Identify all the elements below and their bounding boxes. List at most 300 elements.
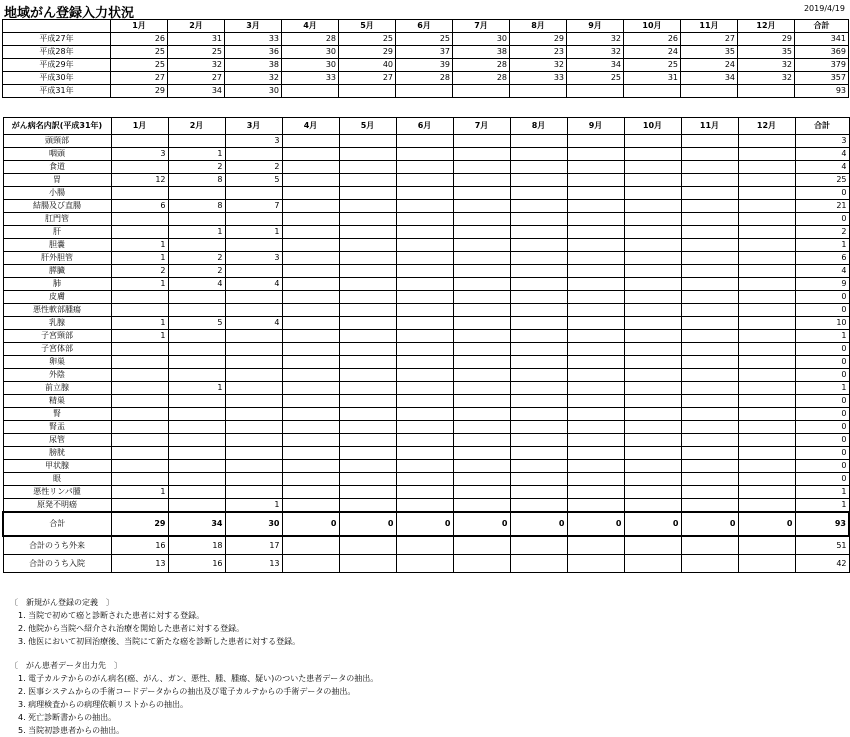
value-cell: 32 [510, 59, 567, 72]
value-cell: 4 [168, 278, 225, 291]
value-cell [624, 447, 681, 460]
row-label: 頭頸部 [3, 135, 111, 148]
value-cell [453, 265, 510, 278]
value-cell [453, 213, 510, 226]
value-cell [738, 356, 795, 369]
value-cell [738, 148, 795, 161]
site-row [3, 304, 849, 317]
value-cell: 1 [111, 330, 168, 343]
row-label: 合計のうち入院 [3, 555, 111, 573]
source-item: 1. 電子カルテからのがん病名(癌、がん、ガン、悪性、腫、腫瘍、疑い)のついた患者データの抽出。 [18, 674, 379, 683]
month-header: 5月 [339, 20, 396, 33]
header-label-cell: がん病名内訳(平成31年) [3, 118, 111, 135]
value-cell [681, 369, 738, 382]
value-cell [225, 330, 282, 343]
definition-item: 3. 他医において初回治療後、当院にて新たな癌を診断した患者に対する登録。 [18, 637, 301, 646]
row-total: 0 [795, 434, 849, 447]
value-cell: 30 [453, 33, 510, 46]
value-cell: 0 [681, 512, 738, 536]
value-cell: 25 [624, 59, 681, 72]
value-cell [624, 187, 681, 200]
value-cell [738, 252, 795, 265]
value-cell: 25 [111, 46, 168, 59]
value-cell [168, 408, 225, 421]
value-cell [738, 330, 795, 343]
value-cell [510, 200, 567, 213]
value-cell [396, 291, 453, 304]
value-cell [738, 447, 795, 460]
value-cell [453, 434, 510, 447]
value-cell [567, 187, 624, 200]
value-cell [510, 395, 567, 408]
value-cell [396, 499, 453, 513]
value-cell [624, 317, 681, 330]
value-cell [453, 304, 510, 317]
value-cell [453, 395, 510, 408]
year-row [3, 59, 849, 72]
value-cell [453, 187, 510, 200]
value-cell [339, 555, 396, 573]
site-row [3, 473, 849, 486]
value-cell [396, 226, 453, 239]
value-cell [567, 317, 624, 330]
value-cell [738, 187, 795, 200]
value-cell [111, 226, 168, 239]
value-cell [624, 200, 681, 213]
row-total: 0 [795, 213, 849, 226]
site-row [3, 135, 849, 148]
value-cell [111, 499, 168, 513]
site-row [3, 265, 849, 278]
value-cell [339, 408, 396, 421]
value-cell [738, 408, 795, 421]
header-label-cell [3, 20, 111, 33]
value-cell [738, 343, 795, 356]
value-cell [567, 135, 624, 148]
value-cell [396, 304, 453, 317]
value-cell [510, 343, 567, 356]
value-cell: 33 [510, 72, 567, 85]
value-cell [510, 447, 567, 460]
value-cell [624, 473, 681, 486]
row-label: 平成29年 [3, 59, 111, 72]
site-row [3, 395, 849, 408]
value-cell: 28 [396, 72, 453, 85]
value-cell [225, 395, 282, 408]
value-cell [624, 135, 681, 148]
value-cell [282, 356, 339, 369]
value-cell [396, 434, 453, 447]
site-row [3, 434, 849, 447]
value-cell: 13 [225, 555, 282, 573]
value-cell [282, 460, 339, 473]
value-cell: 1 [111, 239, 168, 252]
value-cell: 1 [111, 317, 168, 330]
value-cell: 30 [225, 85, 282, 98]
value-cell: 1 [111, 252, 168, 265]
value-cell [510, 161, 567, 174]
value-cell [624, 536, 681, 555]
value-cell: 23 [510, 46, 567, 59]
value-cell: 35 [738, 46, 795, 59]
value-cell [567, 382, 624, 395]
value-cell [225, 148, 282, 161]
value-cell [738, 278, 795, 291]
value-cell [396, 174, 453, 187]
value-cell [510, 317, 567, 330]
row-label: 精巣 [3, 395, 111, 408]
site-row [3, 356, 849, 369]
value-cell [567, 291, 624, 304]
value-cell [510, 148, 567, 161]
row-total: 21 [795, 200, 849, 213]
value-cell [510, 408, 567, 421]
value-cell [282, 382, 339, 395]
site-row [3, 187, 849, 200]
value-cell [738, 395, 795, 408]
value-cell [111, 369, 168, 382]
row-total: 0 [795, 356, 849, 369]
value-cell [567, 213, 624, 226]
value-cell [624, 161, 681, 174]
value-cell [453, 536, 510, 555]
value-cell [339, 161, 396, 174]
value-cell: 34 [168, 512, 225, 536]
row-total: 0 [795, 460, 849, 473]
value-cell [567, 395, 624, 408]
value-cell [168, 460, 225, 473]
value-cell [396, 200, 453, 213]
value-cell [225, 421, 282, 434]
value-cell [738, 473, 795, 486]
value-cell: 16 [168, 555, 225, 573]
value-cell [168, 187, 225, 200]
value-cell [624, 174, 681, 187]
value-cell [738, 304, 795, 317]
site-row [3, 252, 849, 265]
value-cell [396, 343, 453, 356]
value-cell [339, 304, 396, 317]
total-header: 合計 [795, 20, 849, 33]
value-cell [453, 135, 510, 148]
value-cell: 25 [396, 33, 453, 46]
value-cell [453, 382, 510, 395]
value-cell [624, 356, 681, 369]
value-cell [681, 460, 738, 473]
row-total: 1 [795, 486, 849, 499]
value-cell [282, 304, 339, 317]
value-cell [282, 395, 339, 408]
value-cell [510, 369, 567, 382]
value-cell [168, 239, 225, 252]
definition-item: 1. 当院で初めて癌と診断された患者に対する登録。 [18, 611, 205, 620]
value-cell [567, 278, 624, 291]
row-total: 1 [795, 499, 849, 513]
month-header: 9月 [567, 118, 624, 135]
row-label: 平成28年 [3, 46, 111, 59]
value-cell [396, 369, 453, 382]
value-cell [681, 447, 738, 460]
value-cell [510, 135, 567, 148]
source-notes [10, 659, 378, 737]
value-cell [681, 291, 738, 304]
site-row [3, 343, 849, 356]
value-cell [339, 85, 396, 98]
value-cell [282, 161, 339, 174]
site-row [3, 213, 849, 226]
value-cell: 1 [111, 486, 168, 499]
row-label: 原発不明癌 [3, 499, 111, 513]
year-row [3, 46, 849, 59]
value-cell [567, 555, 624, 573]
value-cell: 36 [225, 46, 282, 59]
value-cell: 0 [453, 512, 510, 536]
row-label: 甲状腺 [3, 460, 111, 473]
value-cell [681, 226, 738, 239]
value-cell [738, 434, 795, 447]
site-row [3, 421, 849, 434]
month-header: 6月 [396, 118, 453, 135]
value-cell [225, 291, 282, 304]
value-cell [453, 421, 510, 434]
year-row [3, 33, 849, 46]
value-cell [282, 421, 339, 434]
value-cell [624, 85, 681, 98]
value-cell [225, 239, 282, 252]
value-cell [339, 460, 396, 473]
value-cell: 1 [168, 226, 225, 239]
value-cell [624, 278, 681, 291]
value-cell [339, 499, 396, 513]
value-cell [738, 317, 795, 330]
value-cell [510, 291, 567, 304]
value-cell [339, 434, 396, 447]
value-cell [339, 148, 396, 161]
row-label: 腎盂 [3, 421, 111, 434]
value-cell [510, 473, 567, 486]
value-cell [396, 382, 453, 395]
value-cell [225, 473, 282, 486]
value-cell [339, 213, 396, 226]
value-cell [168, 135, 225, 148]
value-cell [567, 161, 624, 174]
row-total: 9 [795, 278, 849, 291]
row-total: 357 [795, 72, 849, 85]
row-total: 6 [795, 252, 849, 265]
row-total: 4 [795, 161, 849, 174]
value-cell [111, 304, 168, 317]
value-cell [453, 317, 510, 330]
value-cell [567, 536, 624, 555]
value-cell [567, 473, 624, 486]
value-cell [624, 499, 681, 513]
value-cell [111, 187, 168, 200]
value-cell [111, 447, 168, 460]
value-cell: 24 [624, 46, 681, 59]
value-cell [738, 161, 795, 174]
value-cell [282, 148, 339, 161]
row-total: 51 [795, 536, 849, 555]
value-cell [453, 291, 510, 304]
value-cell [738, 135, 795, 148]
value-cell [738, 499, 795, 513]
value-cell [681, 239, 738, 252]
value-cell [453, 369, 510, 382]
value-cell: 2 [168, 252, 225, 265]
month-header: 2月 [168, 20, 225, 33]
year-table-header [3, 20, 849, 33]
year-row [3, 85, 849, 98]
value-cell: 25 [567, 72, 624, 85]
value-cell [738, 291, 795, 304]
value-cell: 34 [567, 59, 624, 72]
value-cell [567, 408, 624, 421]
month-header: 8月 [510, 118, 567, 135]
value-cell [396, 395, 453, 408]
value-cell [624, 369, 681, 382]
row-total: 0 [795, 395, 849, 408]
value-cell: 29 [738, 33, 795, 46]
row-label: 肝 [3, 226, 111, 239]
value-cell [396, 330, 453, 343]
row-total: 369 [795, 46, 849, 59]
site-row [3, 161, 849, 174]
value-cell [510, 85, 567, 98]
value-cell [567, 343, 624, 356]
value-cell [111, 395, 168, 408]
value-cell [168, 291, 225, 304]
value-cell [510, 239, 567, 252]
value-cell [624, 330, 681, 343]
value-cell [510, 460, 567, 473]
site-table-header [3, 118, 849, 135]
value-cell [282, 408, 339, 421]
value-cell [339, 278, 396, 291]
value-cell [225, 343, 282, 356]
value-cell [453, 473, 510, 486]
site-row [3, 317, 849, 330]
value-cell [168, 369, 225, 382]
value-cell [567, 85, 624, 98]
row-total: 0 [795, 369, 849, 382]
value-cell [396, 447, 453, 460]
value-cell [510, 187, 567, 200]
row-total: 4 [795, 265, 849, 278]
month-header: 10月 [624, 118, 681, 135]
value-cell: 1 [225, 226, 282, 239]
value-cell [738, 174, 795, 187]
value-cell: 2 [168, 161, 225, 174]
value-cell [510, 555, 567, 573]
row-label: 肺 [3, 278, 111, 291]
total-header: 合計 [795, 118, 849, 135]
value-cell [453, 555, 510, 573]
value-cell: 6 [111, 200, 168, 213]
value-cell [510, 330, 567, 343]
value-cell [510, 265, 567, 278]
value-cell [510, 356, 567, 369]
value-cell [339, 421, 396, 434]
value-cell [738, 239, 795, 252]
value-cell [681, 85, 738, 98]
row-total: 93 [795, 85, 849, 98]
value-cell [282, 473, 339, 486]
value-cell [168, 447, 225, 460]
value-cell: 32 [567, 33, 624, 46]
value-cell: 3 [111, 148, 168, 161]
value-cell [396, 555, 453, 573]
value-cell [624, 343, 681, 356]
row-label: 悪性リンパ腫 [3, 486, 111, 499]
value-cell [681, 200, 738, 213]
value-cell [396, 486, 453, 499]
row-label: 皮膚 [3, 291, 111, 304]
month-header: 12月 [738, 118, 795, 135]
site-row [3, 330, 849, 343]
value-cell [567, 486, 624, 499]
source-item: 3. 病理検査からの病理依頼リストからの抽出。 [18, 700, 189, 709]
value-cell [624, 226, 681, 239]
site-row [3, 447, 849, 460]
row-total: 0 [795, 447, 849, 460]
value-cell: 29 [339, 46, 396, 59]
row-label: 外陰 [3, 369, 111, 382]
site-row [3, 460, 849, 473]
value-cell [453, 486, 510, 499]
site-row [3, 499, 849, 513]
value-cell [681, 408, 738, 421]
value-cell: 31 [168, 33, 225, 46]
value-cell [624, 239, 681, 252]
row-label: 咽頭 [3, 148, 111, 161]
value-cell: 3 [225, 135, 282, 148]
value-cell: 1 [111, 278, 168, 291]
value-cell [282, 200, 339, 213]
value-cell [681, 555, 738, 573]
value-cell [624, 434, 681, 447]
value-cell: 25 [111, 59, 168, 72]
value-cell [510, 213, 567, 226]
value-cell [339, 239, 396, 252]
value-cell [282, 343, 339, 356]
value-cell: 28 [453, 72, 510, 85]
value-cell [168, 395, 225, 408]
value-cell [738, 265, 795, 278]
value-cell [168, 356, 225, 369]
value-cell [738, 85, 795, 98]
row-label: 乳腺 [3, 317, 111, 330]
value-cell [624, 555, 681, 573]
value-cell [282, 135, 339, 148]
value-cell: 29 [111, 85, 168, 98]
value-cell: 4 [225, 317, 282, 330]
month-header: 11月 [681, 118, 738, 135]
row-label: 胆嚢 [3, 239, 111, 252]
value-cell [681, 187, 738, 200]
row-label: 肝外胆管 [3, 252, 111, 265]
month-header: 9月 [567, 20, 624, 33]
value-cell [681, 356, 738, 369]
value-cell [567, 434, 624, 447]
value-cell [510, 536, 567, 555]
value-cell: 27 [681, 33, 738, 46]
value-cell [738, 460, 795, 473]
value-cell [624, 213, 681, 226]
value-cell [396, 408, 453, 421]
row-label: 食道 [3, 161, 111, 174]
value-cell [681, 148, 738, 161]
value-cell: 32 [738, 72, 795, 85]
